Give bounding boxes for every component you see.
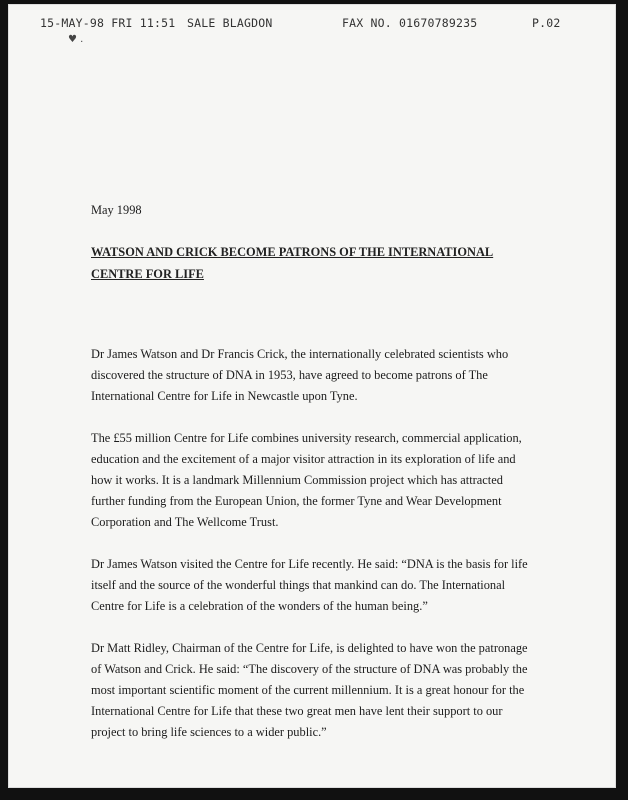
letter-date: May 1998 — [91, 203, 142, 217]
fax-number: FAX NO. 01670789235 — [342, 16, 478, 30]
fax-page-number: P.02 — [532, 16, 561, 30]
headline: WATSON AND CRICK BECOME PATRONS OF THE INTERNATIONAL CENTRE FOR LIFE — [91, 245, 494, 281]
fax-datetime: 15-MAY-98 FRI 11:51 — [40, 16, 176, 30]
paragraph: Dr James Watson visited the Centre for Life recently. He said: “DNA is the basis for life itself and the source of the wonderful things that mankind can do. The International Centre for Life is a celebration of the wonders of the human being.” — [91, 557, 528, 613]
paragraph: The £55 million Centre for Life combines university research, commercial application, education and the excitement of a major visitor attraction in its exploration of life and how it works. It is a landmark Millennium Commission project which has attracted further funding from the European Union, the former Tyne and Wear Development Corporation and The Wellcome Trust. — [91, 431, 522, 529]
paragraph: Dr James Watson and Dr Francis Crick, the internationally celebrated scientists who discovered the structure of DNA in 1953, have agreed to become patrons of The International Centre for Life in Newcastle upon Tyne. — [91, 347, 509, 403]
letter-body — [91, 200, 539, 764]
stray-marks: ♥ . — [68, 34, 84, 45]
paragraph: Dr Matt Ridley, Chairman of the Centre for Life, is delighted to have won the patronage of Watson and Crick. He said: “The discovery of the structure of DNA was probably the most important scientific moment of the current millennium. It is a great honour for the International Centre for Life that these two great men have lent their support to our project to bring life sciences to a wider public.” — [91, 641, 528, 739]
fax-sender: SALE BLAGDON — [187, 16, 273, 30]
document-page — [8, 4, 616, 788]
